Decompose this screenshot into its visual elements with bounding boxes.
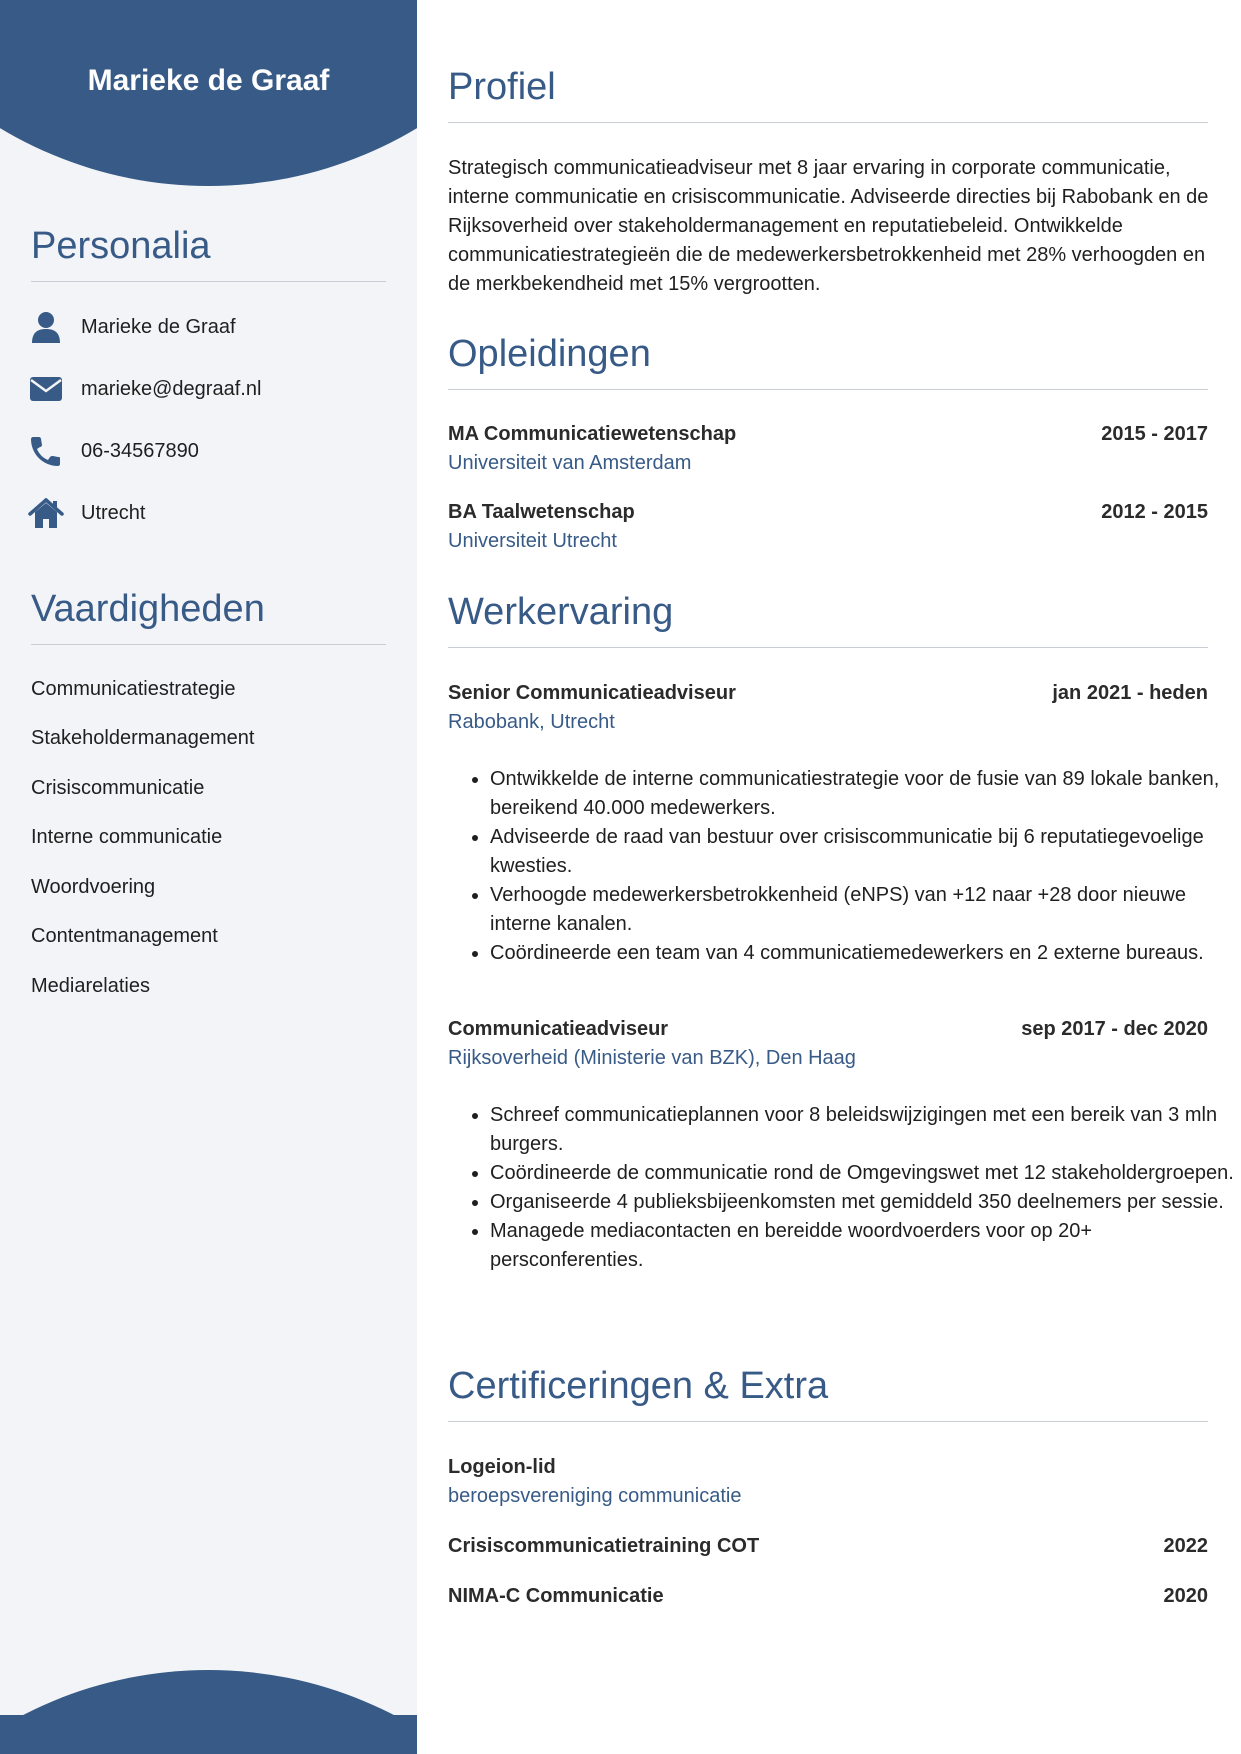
candidate-name: Marieke de Graaf xyxy=(87,64,330,97)
extra-sub: beroepsvereniging communicatie xyxy=(448,1485,742,1507)
contact-email[interactable] xyxy=(28,369,261,409)
job-bullet: • Verhoogde medewerkersbetrokkenheid (eNPS) van +12 naar +28 door nieuwe interne kanalen. xyxy=(490,881,1241,939)
job-title: Communicatieadviseur xyxy=(448,1018,669,1040)
job-employer: Rabobank, Utrecht xyxy=(448,711,615,733)
experience-item xyxy=(448,1018,1208,1041)
extra-name: Logeion-lid xyxy=(448,1456,556,1478)
home-icon xyxy=(28,495,64,531)
education-degree: BA Taalwetenschap xyxy=(448,501,635,523)
skill-item: Mediarelaties xyxy=(31,975,150,997)
education-period: 2015 - 2017 xyxy=(1101,423,1208,445)
profile-heading: Profiel xyxy=(448,68,1208,123)
person-icon xyxy=(28,309,64,345)
skill-item: Communicatiestrategie xyxy=(31,678,236,700)
job-employer: Rijksoverheid (Ministerie van BZK), Den Haag xyxy=(448,1047,856,1069)
education-school: Universiteit van Amsterdam xyxy=(448,452,692,474)
education-period: 2012 - 2015 xyxy=(1101,501,1208,523)
extra-year: 2022 xyxy=(1163,1535,1208,1557)
skill-item: Interne communicatie xyxy=(31,826,223,848)
footer-band xyxy=(0,1715,417,1754)
extras-heading: Certificeringen & Extra xyxy=(448,1367,1208,1422)
skill-item: Woordvoering xyxy=(31,876,156,898)
experience-item xyxy=(448,682,1208,705)
job-bullets xyxy=(448,1101,1241,1275)
extra-name: NIMA-C Communicatie xyxy=(448,1585,664,1607)
contact-email-text[interactable]: marieke@degraaf.nl xyxy=(81,377,262,400)
envelope-icon xyxy=(28,371,64,407)
contact-phone[interactable] xyxy=(28,431,199,471)
job-bullet: • Adviseerde de raad van bestuur over crisiscommunicatie bij 6 reputatiegevoelige kwesties. xyxy=(490,823,1241,881)
extra-item xyxy=(448,1585,1208,1608)
education-degree: MA Communicatiewetenschap xyxy=(448,423,737,445)
job-bullet: • Coördineerde de communicatie rond de Omgevingswet met 12 stakeholdergroepen. xyxy=(490,1159,1241,1188)
experience-heading: Werkervaring xyxy=(448,593,1208,648)
job-bullet: • Ontwikkelde de interne communicatiestrategie voor de fusie van 89 lokale banken, bereikend 40.000 medewerkers. xyxy=(490,765,1241,823)
profile-text: Strategisch communicatieadviseur met 8 jaar ervaring in corporate communicatie, interne communicatie en crisiscommunicatie. Adviseerde directies bij Rabobank en de Rijksoverheid over stakeholdermanagement en reputatiebeleid. Ontwikkelde communicatiestrategieën die de medewerkersbetrokkenheid met 28% verhoogden en de merkbekendheid met 15% vergrootten. xyxy=(448,157,1209,295)
job-title: Senior Communicatieadviseur xyxy=(448,682,736,704)
education-school: Universiteit Utrecht xyxy=(448,530,617,552)
job-bullet: • Coördineerde een team van 4 communicatiemedewerkers en 2 externe bureaus. xyxy=(490,939,1241,968)
job-period: sep 2017 - dec 2020 xyxy=(1021,1018,1208,1040)
phone-icon xyxy=(28,433,64,469)
extra-name: Crisiscommunicatietraining COT xyxy=(448,1535,760,1557)
skill-item: Stakeholdermanagement xyxy=(31,727,255,749)
job-bullets xyxy=(448,765,1241,968)
job-bullet: • Organiseerde 4 publieksbijeenkomsten met gemiddeld 350 deelnemers per sessie. xyxy=(490,1188,1241,1217)
contact-phone-text[interactable]: 06-34567890 xyxy=(81,439,199,462)
skill-item: Crisiscommunicatie xyxy=(31,777,205,799)
contact-name-text: Marieke de Graaf xyxy=(81,315,236,338)
job-bullet: • Managede mediacontacten en bereidde woordvoerders voor op 20+ persconferenties. xyxy=(490,1217,1241,1275)
contact-location xyxy=(28,493,145,533)
contact-name xyxy=(28,307,236,347)
job-bullet: • Schreef communicatieplannen voor 8 beleidswijzigingen met een bereik van 3 mln burgers. xyxy=(490,1101,1241,1159)
skill-item: Contentmanagement xyxy=(31,925,218,947)
contact-location-text: Utrecht xyxy=(81,501,146,524)
skills-heading: Vaardigheden xyxy=(31,590,386,645)
education-heading: Opleidingen xyxy=(448,335,1208,390)
extra-year: 2020 xyxy=(1163,1585,1208,1607)
education-item xyxy=(448,423,1208,446)
personalia-heading: Personalia xyxy=(31,227,386,282)
extra-item xyxy=(448,1456,1208,1479)
job-period: jan 2021 - heden xyxy=(1052,682,1208,704)
education-item xyxy=(448,501,1208,524)
sidebar xyxy=(0,0,417,1754)
extra-item xyxy=(448,1535,1208,1558)
